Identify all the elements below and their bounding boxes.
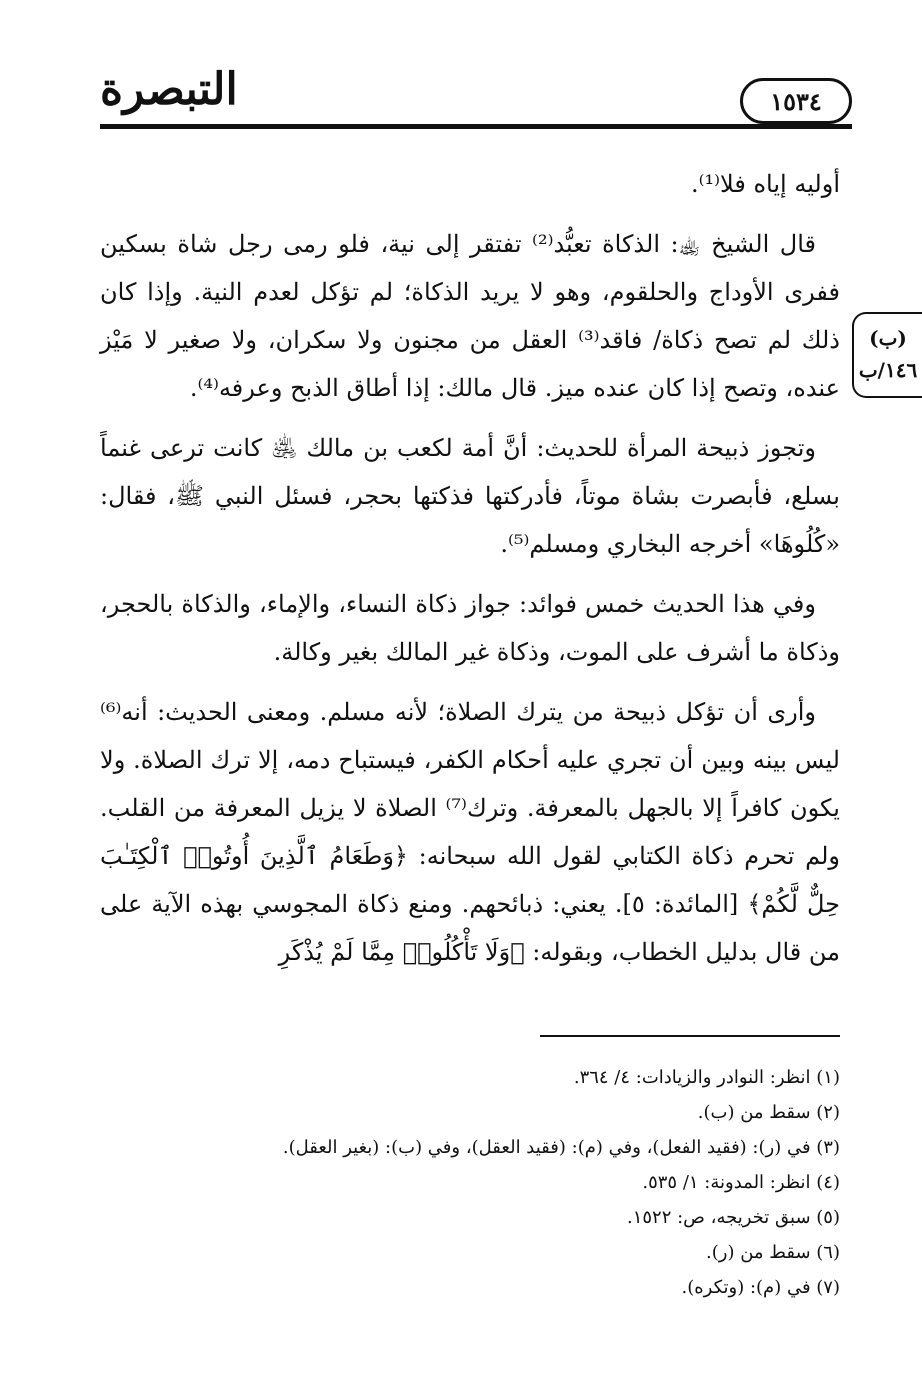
book-title: التبصرة	[100, 64, 238, 115]
paragraph-1: أوليه إياه فلا⁽¹⁾.	[690, 170, 840, 198]
page-number: ١٥٣٤	[740, 78, 852, 124]
paragraph-2: قال الشيخ ﵀: الذكاة تعبُّد⁽²⁾ تفتقر إلى نية، فلو رمى رجل شاة بسكين ففرى الأوداج والحلقوم، وهو لا يريد الذكاة؛ لم تؤكل لعدم النية. وإذا كان ذلك لم تصح ذكاة/ فاقد⁽³⁾ العقل من مجنون ولا سكران، ولا صغير لا مَيْز عنده، وتصح إذا كان عنده ميز. قال مالك: إذا أطاق الذبح وعرفه⁽⁴⁾.	[100, 230, 840, 402]
margin-note-folio: ١٤٦/ب	[858, 358, 918, 382]
main-text	[100, 160, 840, 988]
footnotes	[100, 1060, 840, 1305]
paragraph-5: وأرى أن تؤكل ذبيحة من يترك الصلاة؛ لأنه مسلم. ومعنى الحديث: أنه⁽⁶⁾ ليس بينه وبين أن تجري عليه أحكام الكفر، فيستباح دمه، إلا ترك الصلاة. ولا يكون كافراً إلا بالجهل بالمعرفة. وترك⁽⁷⁾ الصلاة لا يزيل المعرفة من القلب. ولم تحرم ذكاة الكتابي لقول الله سبحانه: ﴿وَطَعَامُ ٱلَّذِينَ أُوتُوا۟ ٱلْكِتَـٰبَ حِلٌّ لَّكُمْ﴾ [المائدة: ٥]. يعني: ذبائحهم. ومنع ذكاة المجوسي بهذه الآية على من قال بدليل الخطاب، وبقوله: ﴿وَلَا تَأْكُلُوا۟ مِمَّا لَمْ يُذْكَرِ	[100, 698, 841, 966]
footnote-6: (٦) سقط من (ر).	[706, 1242, 840, 1263]
footnote-5: (٥) سبق تخريجه، ص: ١٥٢٢.	[626, 1207, 840, 1228]
footnote-7: (٧) في (م): (وتكره).	[681, 1277, 840, 1298]
footnote-3: (٣) في (ر): (فقيد الفعل)، وفي (م): (فقيد العقل)، وفي (ب): (بغير العقل).	[282, 1137, 840, 1158]
paragraph-4: وفي هذا الحديث خمس فوائد: جواز ذكاة النساء، والإماء، والذكاة بالحجر، وذكاة ما أشرف على الموت، وذكاة غير المالك بغير وكالة.	[100, 590, 840, 666]
footnote-separator	[540, 1035, 840, 1037]
margin-note	[852, 312, 922, 398]
footnote-1: (١) انظر: النوادر والزيادات: ٤/ ٣٦٤.	[573, 1067, 840, 1088]
footnote-4: (٤) انظر: المدونة: ١/ ٥٣٥.	[642, 1172, 840, 1193]
margin-note-manuscript: (ب)	[869, 326, 907, 350]
footnote-2: (٢) سقط من (ب).	[697, 1102, 840, 1123]
page-header	[100, 58, 852, 138]
header-rule	[100, 124, 852, 129]
paragraph-3: وتجوز ذبيحة المرأة للحديث: أنَّ أمة لكعب بن مالك ﵁ كانت ترعى غنماً بسلع، فأبصرت بشاة موتاً، فأدركتها فذكتها بحجر، فسئل النبي ﷺ، فقال: «كُلُوهَا» أخرجه البخاري ومسلم⁽⁵⁾.	[100, 434, 840, 558]
